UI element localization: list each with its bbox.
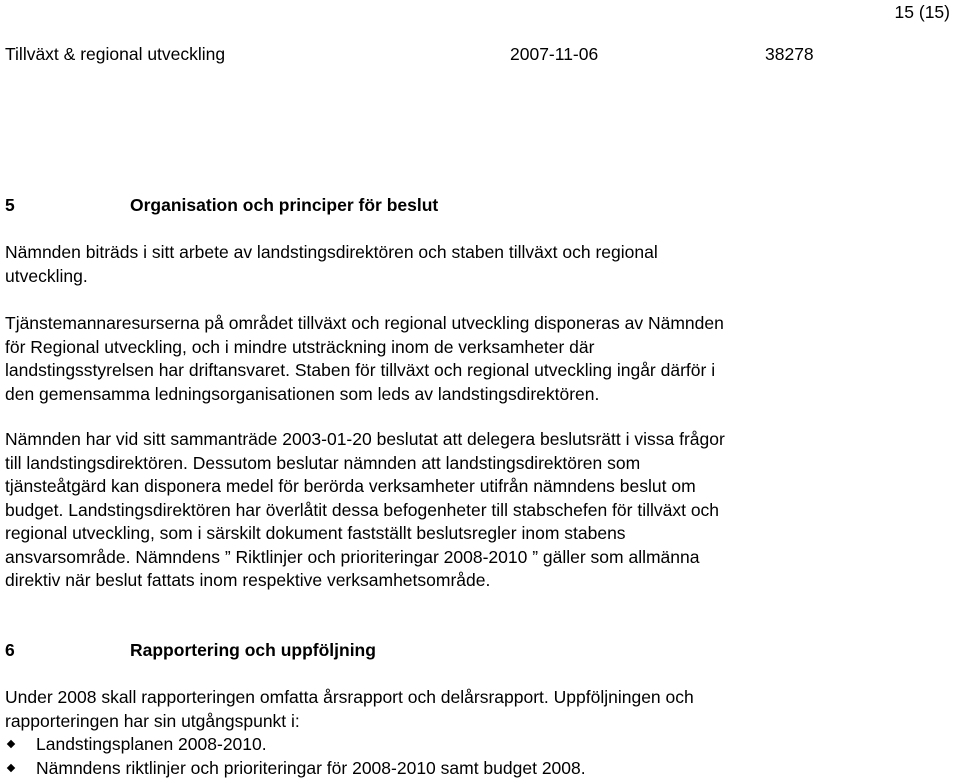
text-line: utveckling. bbox=[5, 265, 88, 286]
header-title: Tillväxt & regional utveckling bbox=[5, 44, 226, 64]
section-5-paragraph-3 bbox=[5, 428, 945, 593]
text-line: budget. Landstingsdirektören har överlåtit dessa befogenheter till stabschefen för tillväxt och bbox=[5, 499, 720, 520]
text-line: rapporteringen har sin utgångspunkt i: bbox=[5, 710, 300, 731]
text-line: direktiv när beslut fattats inom respektive verksamhetsområde. bbox=[5, 570, 491, 590]
section-5-paragraph-2 bbox=[5, 312, 945, 406]
text-line: Under 2008 skall rapporteringen omfatta årsrapport och delårsrapport. Uppföljningen och bbox=[5, 687, 694, 707]
list-item bbox=[6, 757, 586, 781]
text-line: Nämnden har vid sitt sammanträde 2003-01-20 beslutat att delegera beslutsrätt i vissa frågor bbox=[5, 429, 725, 449]
text-line: till landstingsdirektören. Dessutom beslutar nämnden att landstingsdirektören som bbox=[5, 452, 641, 473]
text-line: den gemensamma ledningsorganisationen som leds av landstingsdirektören. bbox=[5, 383, 600, 404]
diamond-bullet-icon bbox=[7, 740, 15, 748]
text-line: Nämnden biträds i sitt arbete av landstingsdirektören och staben tillväxt och regional bbox=[5, 242, 658, 262]
text-line: regional utveckling, som i särskilt dokument fastställt beslutsregler inom stabens bbox=[5, 523, 626, 543]
header-date: 2007-11-06 bbox=[510, 44, 599, 64]
text-line: Tjänstemannaresurserna på området tillväxt och regional utveckling disponeras av Nämnden bbox=[5, 313, 724, 333]
section-5-number: 5 bbox=[5, 195, 15, 215]
section-5-paragraph-1 bbox=[5, 241, 945, 288]
section-6-paragraph-1 bbox=[5, 686, 945, 733]
page-number: 15 (15) bbox=[894, 2, 950, 22]
text-line: ansvarsområde. Nämndens ” Riktlinjer och prioriteringar 2008-2010 ” gäller som allmänna bbox=[5, 546, 700, 567]
text-line: landstingsstyrelsen har driftansvaret. Staben för tillväxt och regional utveckling ingår därför i bbox=[5, 360, 716, 380]
header-reference: 38278 bbox=[765, 44, 814, 64]
text-line: för Regional utveckling, och i mindre utsträckning inom de verksamheter där bbox=[5, 336, 595, 357]
section-6-number: 6 bbox=[5, 640, 15, 660]
bullet-text: Nämndens riktlinjer och prioriteringar för 2008-2010 samt budget 2008. bbox=[36, 758, 586, 778]
section-5-title: Organisation och principer för beslut bbox=[130, 195, 439, 215]
diamond-bullet-icon bbox=[7, 764, 15, 772]
bullet-text: Landstingsplanen 2008-2010. bbox=[36, 734, 267, 754]
section-6-title: Rapportering och uppföljning bbox=[130, 640, 376, 660]
text-line: tjänsteåtgärd kan disponera medel för berörda verksamheter utifrån nämndens beslut om bbox=[5, 476, 696, 496]
list-item bbox=[6, 733, 267, 757]
